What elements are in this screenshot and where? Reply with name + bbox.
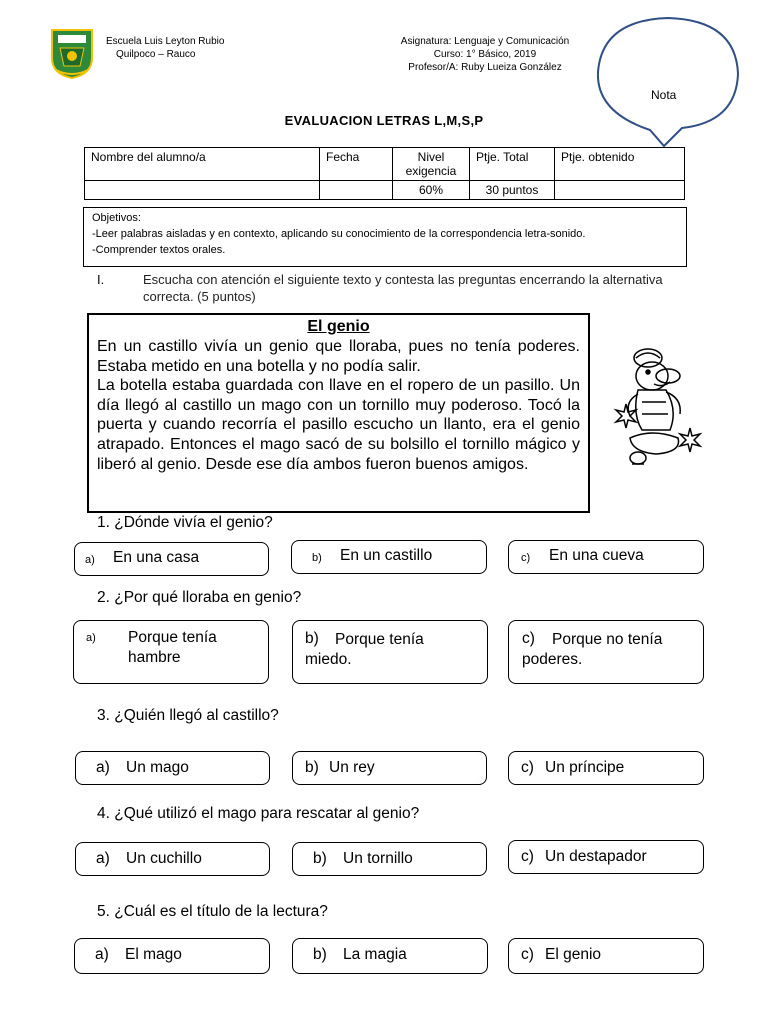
option-letter: b) bbox=[312, 552, 322, 564]
option-text: Porque tenía miedo. bbox=[305, 631, 424, 668]
student-info-table bbox=[84, 147, 685, 200]
option-text: Un príncipe bbox=[545, 759, 625, 776]
school-crest-logo bbox=[50, 28, 94, 80]
option-text: Un mago bbox=[126, 759, 189, 776]
story-paragraph: La botella estaba guardada con llave en el ropero de un pasillo. Un día llegó al castillo un mago con un tornillo muy poderoso. Tocó la puerta y cuando recorría el pasillo escucho un llanto, era el genio atrapado. Entonces el mago sacó de su bolsillo el tornillo mágico y liberó al genio. Desde ese día ambos fueron buenos amigos. bbox=[97, 377, 580, 473]
q3-option-c[interactable] bbox=[508, 751, 704, 785]
objective-item: -Leer palabras aisladas y en contexto, aplicando su conocimiento de la correspondencia letra-sonido. bbox=[92, 228, 586, 240]
question-2: 2. ¿Por qué lloraba en genio? bbox=[97, 589, 302, 606]
story-title: El genio bbox=[307, 318, 370, 335]
value-level: 60% bbox=[393, 181, 470, 200]
q5-option-a[interactable] bbox=[74, 938, 270, 974]
question-5: 5. ¿Cuál es el título de la lectura? bbox=[97, 903, 328, 920]
q1-option-b[interactable] bbox=[291, 540, 487, 574]
option-letter: a) bbox=[86, 632, 96, 644]
q5-option-b[interactable] bbox=[292, 938, 488, 974]
value-obtained-score[interactable] bbox=[555, 181, 685, 200]
header-obtained-score: Ptje. obtenido bbox=[555, 148, 685, 181]
option-letter: c) bbox=[522, 630, 535, 647]
option-letter: b) bbox=[313, 946, 327, 963]
page-title: EVALUACION LETRAS L,M,S,P bbox=[284, 113, 484, 128]
instruction-text: Escucha con atención el siguiente texto y contesta las preguntas encerrando la alternativa correcta. (5 puntos) bbox=[143, 272, 663, 304]
objectives-label: Objetivos: bbox=[92, 212, 141, 224]
subject-line: Asignatura: Lenguaje y Comunicación bbox=[400, 36, 570, 47]
option-text: Un destapador bbox=[545, 848, 647, 865]
grade-label: Nota bbox=[651, 88, 677, 102]
option-text: El mago bbox=[125, 946, 182, 963]
option-text: En una cueva bbox=[549, 547, 644, 564]
q2-option-c[interactable] bbox=[508, 620, 704, 684]
school-name: Escuela Luis Leyton Rubio bbox=[106, 36, 225, 47]
instruction-number: I. bbox=[97, 272, 105, 287]
option-letter: b) bbox=[313, 850, 327, 867]
option-letter: b) bbox=[305, 630, 319, 647]
option-letter: a) bbox=[85, 554, 95, 566]
value-student-name[interactable] bbox=[85, 181, 320, 200]
teacher-line: Profesor/A: Ruby Lueiza González bbox=[408, 62, 562, 73]
option-text: Porque no tenía poderes. bbox=[522, 631, 663, 668]
q4-option-c[interactable] bbox=[508, 840, 704, 874]
header-level: Nivel exigencia bbox=[393, 148, 470, 181]
option-letter: c) bbox=[521, 552, 531, 564]
option-letter: a) bbox=[96, 850, 110, 867]
q1-option-a[interactable] bbox=[74, 542, 269, 576]
header-date: Fecha bbox=[320, 148, 393, 181]
option-text: Un rey bbox=[329, 759, 375, 776]
option-text: Porque tenía hambre bbox=[128, 629, 217, 666]
question-4: 4. ¿Qué utilizó el mago para rescatar al genio? bbox=[97, 805, 420, 822]
q5-option-c[interactable] bbox=[508, 938, 704, 974]
table-header-row bbox=[85, 148, 685, 181]
q2-option-a[interactable] bbox=[73, 620, 269, 684]
option-text: En una casa bbox=[113, 549, 200, 566]
story-box bbox=[87, 313, 590, 513]
q3-option-a[interactable] bbox=[75, 751, 270, 785]
q3-option-b[interactable] bbox=[292, 751, 487, 785]
course-info bbox=[380, 35, 590, 74]
grade-speech-bubble bbox=[594, 14, 742, 150]
genie-illustration bbox=[608, 344, 708, 474]
header-student-name: Nombre del alumno/a bbox=[85, 148, 320, 181]
option-text: En un castillo bbox=[340, 547, 433, 564]
story-paragraph: En un castillo vivía un genio que lloraba, pues no tenía poderes. Estaba metido en una botella y no podía salir. bbox=[97, 338, 580, 375]
option-letter: a) bbox=[96, 759, 110, 776]
option-letter: c) bbox=[521, 946, 534, 963]
option-letter: c) bbox=[521, 848, 534, 865]
course-line: Curso: 1° Básico, 2019 bbox=[433, 49, 537, 60]
option-text: Un cuchillo bbox=[126, 850, 202, 867]
header-total-score: Ptje. Total bbox=[470, 148, 555, 181]
option-text: La magia bbox=[343, 946, 407, 963]
objective-item: -Comprender textos orales. bbox=[92, 244, 226, 256]
q4-option-a[interactable] bbox=[75, 842, 270, 876]
option-text: El genio bbox=[545, 946, 602, 963]
objectives-box bbox=[83, 207, 687, 267]
option-letter: c) bbox=[521, 759, 534, 776]
q1-option-c[interactable] bbox=[508, 540, 704, 574]
value-date[interactable] bbox=[320, 181, 393, 200]
school-location: Quilpoco – Rauco bbox=[116, 49, 196, 60]
value-total-score: 30 puntos bbox=[470, 181, 555, 200]
question-3: 3. ¿Quién llegó al castillo? bbox=[97, 707, 279, 724]
school-info bbox=[106, 35, 224, 61]
option-letter: b) bbox=[305, 759, 319, 776]
q2-option-b[interactable] bbox=[292, 620, 488, 684]
option-letter: a) bbox=[95, 946, 109, 963]
q4-option-b[interactable] bbox=[292, 842, 487, 876]
question-1: 1. ¿Dónde vivía el genio? bbox=[97, 514, 273, 531]
table-value-row bbox=[85, 181, 685, 200]
option-text: Un tornillo bbox=[343, 850, 413, 867]
